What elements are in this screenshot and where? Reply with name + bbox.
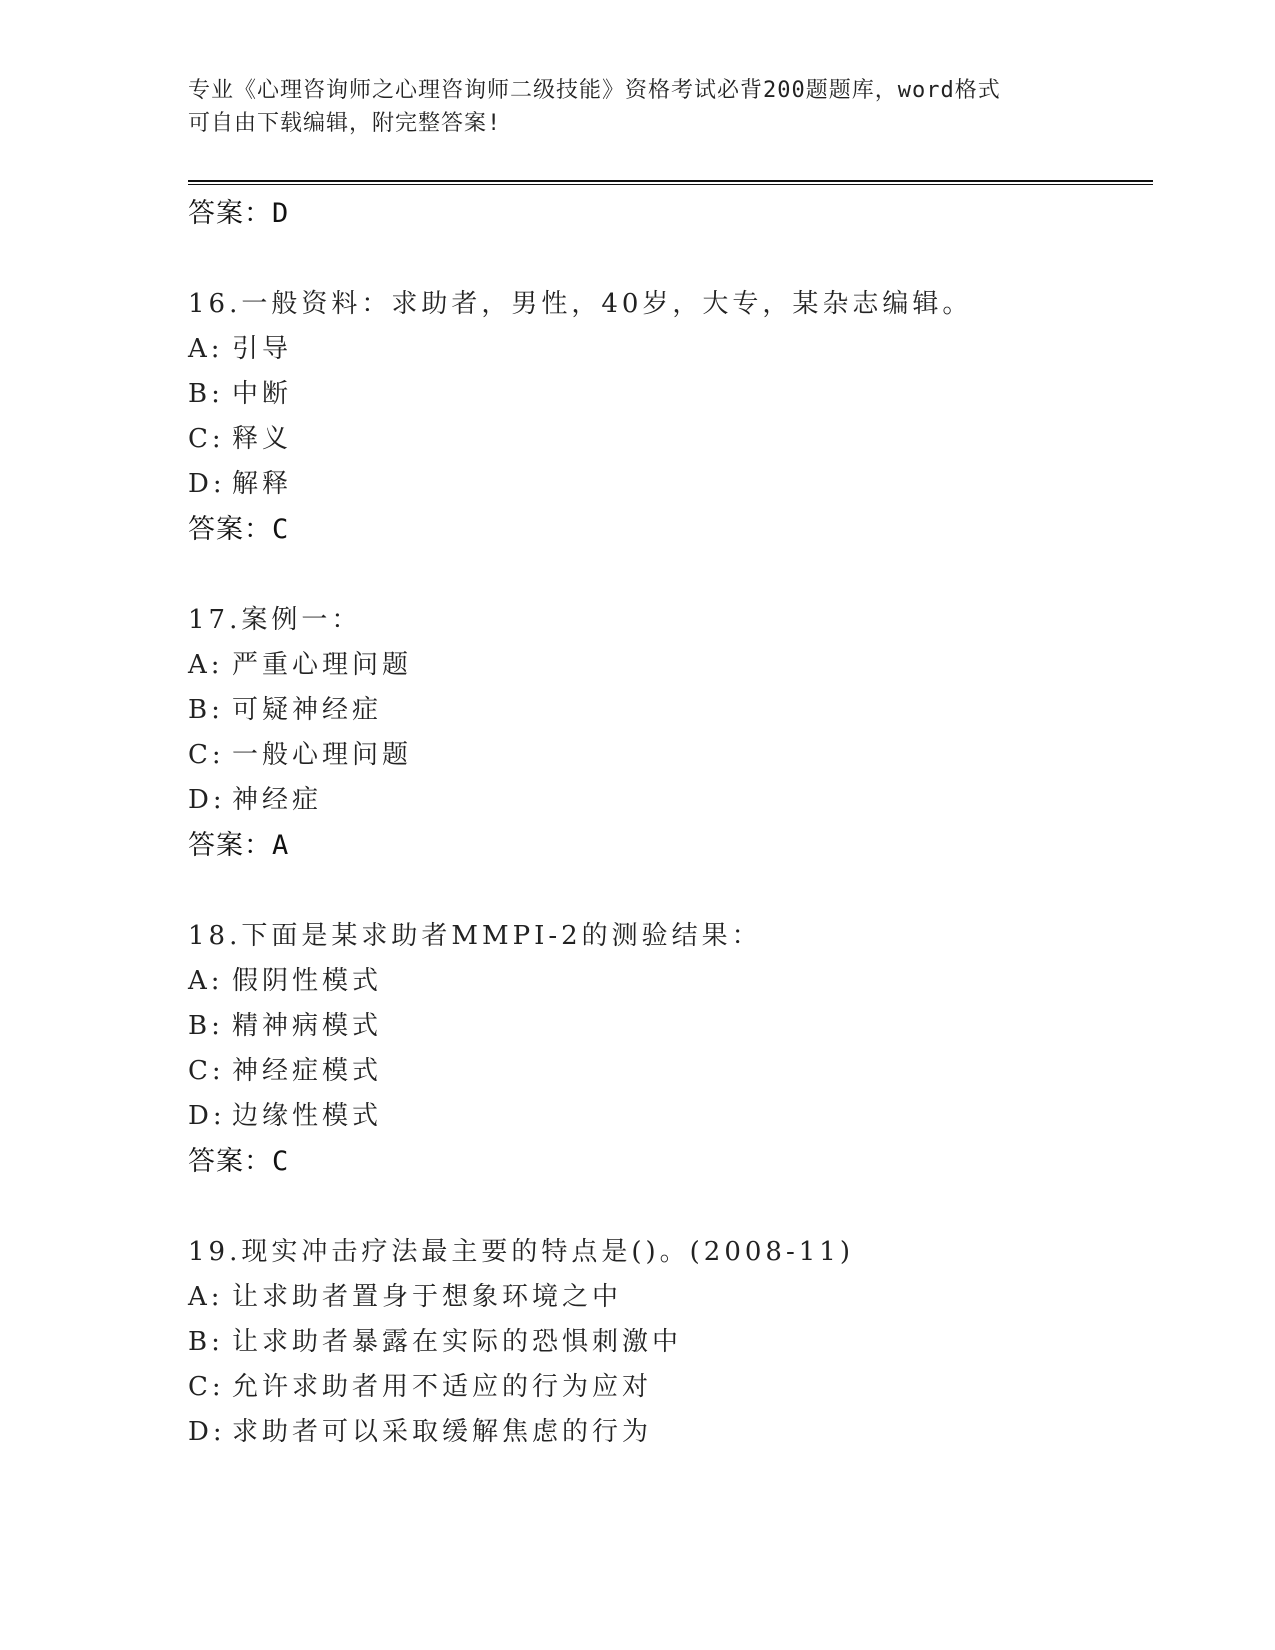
spacer — [188, 868, 1148, 914]
answer-line: 答案：C — [188, 514, 290, 545]
header-line-2: 可自由下载编辑，附完整答案! — [188, 111, 502, 136]
question-block — [188, 914, 1148, 1184]
option-a — [188, 959, 1148, 1004]
option-letter: D: — [188, 469, 226, 499]
answer-line: 答案：A — [188, 830, 290, 861]
option-text: 求助者可以采取缓解焦虑的行为 — [232, 1417, 653, 1447]
option-text: 允许求助者用不适应的行为应对 — [232, 1372, 653, 1402]
option-letter: C: — [188, 1372, 225, 1402]
header-divider-thick — [188, 180, 1153, 182]
option-text: 让求助者暴露在实际的恐惧刺激中 — [232, 1327, 683, 1357]
question-stem: 18.下面是某求助者MMPI-2的测验结果： — [188, 921, 762, 951]
option-a — [188, 643, 1148, 688]
option-b — [188, 688, 1148, 733]
question-block — [188, 598, 1148, 868]
option-letter: B: — [188, 1011, 224, 1041]
option-text: 释义 — [232, 424, 293, 454]
option-d — [188, 1094, 1148, 1139]
question-stem: 16.一般资料：求助者，男性，40岁，大专，某杂志编辑。 — [188, 289, 973, 319]
spacer — [188, 236, 1148, 282]
question-block — [188, 282, 1148, 552]
option-letter: D: — [188, 785, 226, 815]
option-text: 让求助者置身于想象环境之中 — [232, 1282, 623, 1312]
option-text: 一般心理问题 — [232, 740, 413, 770]
spacer — [188, 552, 1148, 598]
option-d — [188, 778, 1148, 823]
option-b — [188, 1004, 1148, 1049]
option-a — [188, 1275, 1148, 1320]
question-stem: 17.案例一： — [188, 605, 362, 635]
question-block — [188, 1230, 1148, 1455]
answer-line: 答案：C — [188, 1146, 290, 1177]
option-d — [188, 1410, 1148, 1455]
option-a — [188, 327, 1148, 372]
option-d — [188, 462, 1148, 507]
option-c — [188, 1365, 1148, 1410]
option-letter: D: — [188, 1101, 226, 1131]
previous-answer: 答案：D — [188, 198, 290, 229]
spacer — [188, 1184, 1148, 1230]
document-header — [188, 74, 1088, 140]
option-c — [188, 733, 1148, 778]
header-line-1: 专业《心理咨询师之心理咨询师二级技能》资格考试必背200题题库，word格式 — [188, 78, 1001, 103]
option-text: 假阴性模式 — [232, 966, 383, 996]
option-letter: B: — [188, 1327, 224, 1357]
option-c — [188, 1049, 1148, 1094]
option-c — [188, 417, 1148, 462]
option-text: 中断 — [232, 379, 293, 409]
option-text: 神经症 — [232, 785, 323, 815]
question-stem: 19.现实冲击疗法最主要的特点是()。(2008-11) — [188, 1237, 854, 1267]
header-divider-thin — [188, 184, 1153, 185]
option-text: 边缘性模式 — [232, 1101, 383, 1131]
option-text: 引导 — [232, 334, 293, 364]
option-letter: A: — [188, 966, 224, 996]
option-text: 可疑神经症 — [232, 695, 383, 725]
option-letter: A: — [188, 650, 224, 680]
option-b — [188, 372, 1148, 417]
option-letter: C: — [188, 424, 225, 454]
option-text: 精神病模式 — [232, 1011, 383, 1041]
option-text: 神经症模式 — [232, 1056, 383, 1086]
option-letter: D: — [188, 1417, 226, 1447]
option-b — [188, 1320, 1148, 1365]
option-letter: A: — [188, 334, 224, 364]
option-letter: B: — [188, 695, 224, 725]
option-letter: C: — [188, 1056, 225, 1086]
option-letter: B: — [188, 379, 224, 409]
option-text: 严重心理问题 — [232, 650, 413, 680]
option-letter: A: — [188, 1282, 224, 1312]
option-text: 解释 — [232, 469, 293, 499]
question-list — [188, 191, 1148, 1455]
option-letter: C: — [188, 740, 225, 770]
